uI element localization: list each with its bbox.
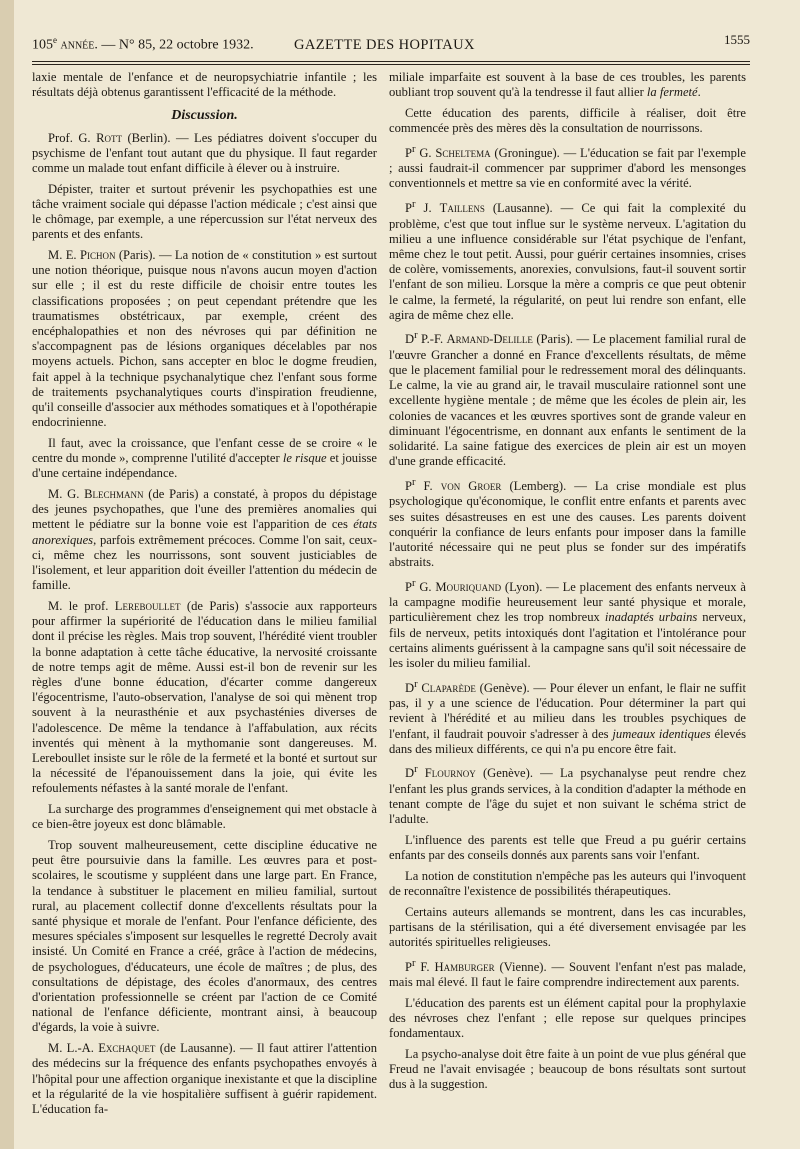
header-rule-thin [32,64,750,65]
newspaper-page [14,0,800,1149]
issue-info: 105e année. — N° 85, 22 octobre 1932. [32,35,254,53]
paragraph: Cette éducation des parents, difficile à réaliser, doit être commencée près des mères dès la consultation de nourrissons. [389,105,746,136]
right-column [389,70,746,1098]
paragraph: Dépister, traiter et surtout prévenir les psychopathies est une tâche vraiment sociale qui dépasse l'action médicale ; c'est ainsi que le chômage, par exemple, a une répercussion sur l'état nerveux des parents et des enfants. [32,181,377,242]
paragraph: Il faut, avec la croissance, que l'enfant cesse de se croire « le centre du monde », comprenne l'utilité d'accepter le risque et jouisse d'une certaine indépendance. [32,435,377,481]
running-header [32,30,750,60]
paragraph: La notion de constitution n'empêche pas les auteurs qui l'invoquent de reconnaître l'existence de possibilités thérapeutiques. [389,868,746,899]
paragraph: laxie mentale de l'enfance et de neuropsychiatrie infantile ; les résultats déjà obtenus garantissent l'efficacité de la méthode. [32,70,377,100]
paragraph-claparede: $D^r$ Claparède (Genève). — Pour élever un enfant, le flair ne suffit pas, il y a une science de l'éducation. Pour déterminer la part qui revient à l'hérédité et au milieu dans les troubles psychiques de l'enfant, il faudrait pouvoir s'adresser à des jumeaux identiques élevés dans des milieux différents, ce qui n'a pu encore être fait. [389,678,747,756]
paragraph-lereboullet: M. le prof. Lereboullet (de Paris) s'associe aux rapporteurs pour affirmer la supériorité de l'éducation dans le milieu familial dont il précise les règles. Mais trop souvent, l'hérédité vient troubler la bonne adaptation à cette tâche éducative, la nervosité croissante de notre temps agit de même. Aussi est-il bon de revenir sur les règles d'une bonne éducation, d'écarter comme dangereux l'égocentrisme, l'auto-observation, l'analyse de soi qui mènent trop souvent à la neurasthénie et aux psychasténies diverses de l'adolescence. De même la tendance à l'affabulation, aux récits inventés qui mènent à la mythomanie sont dangereuses. M. Lereboullet insiste sur le rôle de la fermeté et la bonté et surtout sur la nécessité de l'épanouissement dans la joie, qui évite les refoulements néfastes à la santé morale de l'enfant. [32,599,378,796]
paragraph: miliale imparfaite est souvent à la base de ces troubles, les parents oubliant trop souvent qu'à la tendresse il faut allier la fermeté. [389,70,746,100]
paragraph: Certains auteurs allemands se montrent, dans les cas incurables, partisans de la stérilisation, qui a été diversement envisagée par les autorités spirituelles religieuses. [389,904,746,950]
paragraph-blechmann: M. G. Blechmann (de Paris) a constaté, à propos du dépistage des jeunes psychopathes, que l'une des premières anomalies qui mettent le pédiatre sur la bonne voie est l'apparition de ces états anorexiques, parfois extrêmement précoces. Comme l'on sait, ceux-ci, même chez les nourrissons, sont souvent justiciables de l'isolement, et leur apparition doit éveiller l'attention du médecin de famille. [32,487,377,593]
page-number: 1555 [724,32,750,47]
paragraph-rott: Prof. G. Rott (Berlin). — Les pédiatres doivent s'occuper du psychisme de l'enfant tout autant que du physique. Il faut regarder comme un malade tout enfant difficile à élever ou à instruire. [32,130,377,176]
paragraph-mouriquand: $P^r$ G. Mouriquand (Lyon). — Le placement des enfants nerveux à la campagne modifie heureusement leur santé physique et morale, particulièrement chez les trop nombreux inadaptés urbains nerveux, fils de nerveux, petits intoxiqués dont l'agitation et l'intolérance pour certains aliments guérissent à la campagne sans qu'il soit nécessaire de les isoler du milieu familial. [389,577,746,671]
header-rule [32,61,750,62]
paragraph-exchaquet: M. L.-A. Exchaquet (de Lausanne). — Il faut attirer l'attention des médecins sur la fréquence des enfants psychopathes envoyés à l'hôpital pour une affection organique inexistante et que la discipline et la régularité de la vie hospitalière suffisent à guérir rapidement. L'éducation fa- [32,1041,377,1116]
paragraph-flournoy: $D^r$ Flournoy (Genève). — La psychanalyse peut rendre chez l'enfant les plus grands services, à la condition d'adapter la méthode en tenant compte de l'âge du sujet et non suivant le schéma strict de l'adulte. [389,764,746,827]
paragraph: La surcharge des programmes d'enseignement qui met obstacle à ce bien-être joyeux est donc blâmable. [32,802,377,832]
paragraph-scheltema: $P^r$ G. Scheltema (Groningue). — L'éducation se fait par l'exemple ; aussi faudrait-il commencer par supprimer d'abord les mensonges conventionnels et mettre sa vie en conformité avec la vérité. [389,143,746,191]
left-column [32,70,377,1123]
paragraph-armand-delille: $D^r$ P.-F. Armand-Delille (Paris). — Le placement familial rural de l'œuvre Grancher a donné en France d'excellents résultats, de même que le placement familial pour le redressement moral des délinquants. Le calme, la vie au grand air, le travail musculaire rationnel sont une excellente hygiène mentale ; de même que les écoles de plein air, les colonies de vacances et les œuvres sportives sont de grande valeur en diminuant l'égocentrisme, en donnant aux enfants le sentiment de la solidarité. La saine fatigue des exercices de plein air est un moyen d'une grande efficacité. [389,330,747,469]
paragraph-pichon: M. E. Pichon (Paris). — La notion de « constitution » est surtout une notion théorique, puisque nous n'avons aucun moyen d'action sur elle ; il est du reste difficile de choisir entre toutes les classifications proposées ; on peut cependant prétendre que les traumatismes obstétricaux, par exemple, créent des encéphalopathies et non des névroses qui par définition ne s'accompagnent pas de lésions organiques décelables par nos moyens actuels. Pichon, sans accepter en bloc le dogme freudien, fait appel à la technique psychanalytique chez l'enfant sous forme de traitements psychanalytiques courts d'inspiration freudienne, qu'il conseille d'associer aux méthodes somatiques et à l'opothérapie endocrinienne. [32,248,377,430]
journal-title: GAZETTE DES HOPITAUX [294,37,475,53]
paragraph: Trop souvent malheureusement, cette discipline éducative ne peut être poursuivie dans la famille. Les œuvres para et post-scolaires, le scoutisme y suppléent dans une large part. En France, la tendance à substituer le placement en milieu familial, surtout rural, au placement collectif donne d'excellents résultats pour la santé physique et morale de l'enfant. Pour l'enfance déficiente, des mesures spéciales s'imposent sur lesquelles le regretté Decroly avait insisté. Un Comité en France a créé, grâce à l'action de médecins, de psychologues, d'éducateurs, une école de maîtres ; de plus, des consultations de dépistage, des écoles d'anormaux, des centres d'orientation professionnelle se créent par l'action de ce Comité national de l'enfance déficiente, montrant ainsi, à beaucoup d'égards, la voie à suivre. [32,838,377,1035]
paragraph-taillens: $P^r$ J. Taillens (Lausanne). — Ce qui fait la complexité du problème, c'est que tout influe sur le système nerveux. L'agitation du milieu a une influence considérable sur l'état psychique de l'enfant, même chez le tout petit. Aussi, pour guérir certaines insomnies, crises de colère, vomissements, anorexies, convulsions, faut-il souvent sortir l'enfant de son milieu. Lorsque la mère a compris ce que peut obtenir le calme, la fermeté, la régularité, on peut lui rendre son enfant, elle agira de même chez elle. [389,199,746,322]
paragraph: L'influence des parents est telle que Freud a pu guérir certains enfants par des conseils donnés aux parents sans voir l'enfant. [389,832,746,863]
paragraph: L'éducation des parents est un élément capital pour la prophylaxie des névroses chez l'enfant ; elle repose sur quelques principes fondamentaux. [389,995,746,1041]
paragraph-von-groer: $P^r$ F. von Groer (Lemberg). — La crise mondiale est plus psychologique qu'économique, le conflit entre enfants et parents avec ses suites désastreuses en est une des causes. Les parents doivent conquérir la confiance de leurs enfants pour imposer dans la famille l'autorité nécessaire qui ne peut plus se fonder sur des impératifs abstraits. [389,476,746,570]
paragraph-hamburger: $P^r$ F. Hamburger (Vienne). — Souvent l'enfant n'est pas malade, mais mal élevé. Il faut le faire comprendre indirectement aux parents. [389,957,746,990]
section-heading: Discussion. [171,108,238,124]
paragraph: La psycho-analyse doit être faite à un point de vue plus général que Freud ne l'avait envisagée ; beaucoup de bons résultats sont surtout dus à la suggestion. [389,1047,746,1092]
